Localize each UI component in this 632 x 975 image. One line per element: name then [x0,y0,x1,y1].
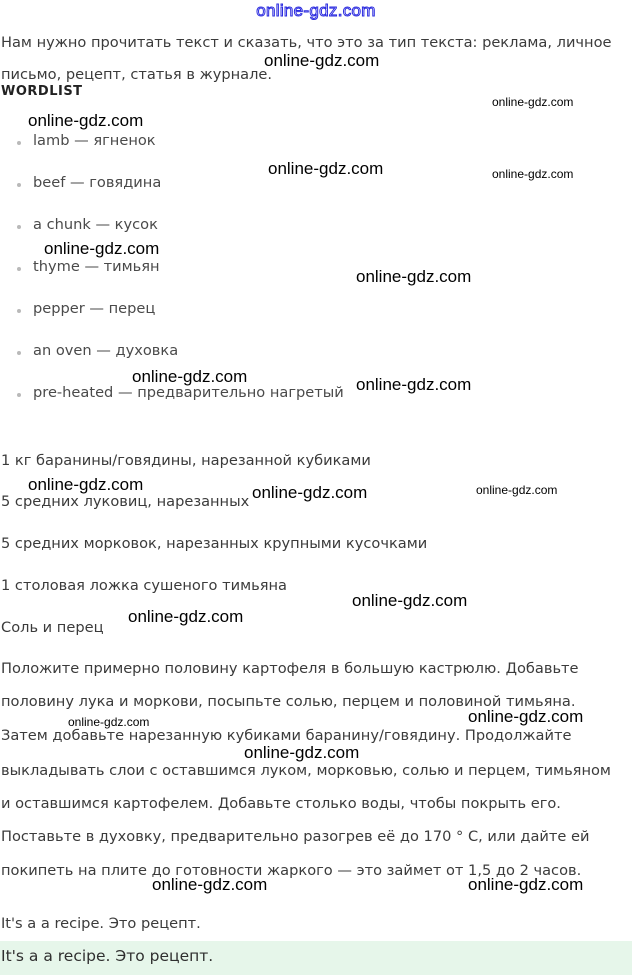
watermark: online-gdz.com [68,715,150,729]
bullet-icon [17,141,21,145]
watermark: online-gdz.com [476,483,558,497]
watermark: online-gdz.com [28,111,144,130]
instruction-line: покипеть на плите до готовности жаркого — это займет от 1,5 до 2 часов. [1,862,582,879]
wordlist-item: thyme — тимьян [33,258,160,275]
watermark: online-gdz.com [252,483,368,502]
instruction-line: выкладывать слои с оставшимся луком, морковью, солью и перцем, тимьяном [1,762,611,779]
instruction-line: половину лука и моркови, посыпьте солью, перцем и половиной тимьяна. [1,693,576,710]
bullet-icon [17,225,21,229]
watermark: online-gdz.com [28,475,144,494]
watermark: online-gdz.com [268,159,384,178]
bullet-icon [17,393,21,397]
instruction-line: Положите примерно половину картофеля в большую кастрюлю. Добавьте [1,660,579,677]
ingredient-line: 5 средних морковок, нарезанных крупными кусочками [1,535,428,552]
bullet-icon [17,183,21,187]
ingredient-line: 1 столовая ложка сушеного тимьяна [1,577,287,594]
watermark: online-gdz.com [468,875,584,894]
answer-plain: It's a a recipe. Это рецепт. [1,915,201,932]
ingredient-line: 1 кг баранины/говядины, нарезанной кубиками [1,452,371,469]
task-line-1: Нам нужно прочитать текст и сказать, что это за тип текста: реклама, личное [1,34,612,51]
watermark: online-gdz.com [356,267,472,286]
answer-highlighted: It's a a recipe. Это рецепт. [1,947,214,965]
watermark: online-gdz.com [152,875,268,894]
ingredient-line: Соль и перец [1,619,104,636]
wordlist-item: an oven — духовка [33,342,179,359]
instruction-line: Поставьте в духовку, предварительно разогрев её до 170 ° C, или дайте ей [1,828,590,845]
wordlist-item: pepper — перец [33,300,156,317]
bullet-icon [17,351,21,355]
wordlist-item: a chunk — кусок [33,216,158,233]
watermark: online-gdz.com [244,743,360,762]
watermark: online-gdz.com [128,607,244,626]
ingredient-line: 5 средних луковиц, нарезанных [1,493,250,510]
task-line-2: письмо, рецепт, статья в журнале. [1,66,273,83]
watermark: online-gdz.com [492,167,574,181]
watermark: online-gdz.com [492,95,574,109]
watermark: online-gdz.com [352,591,468,610]
wordlist-item: beef — говядина [33,174,162,191]
watermark: online-gdz.com [44,239,160,258]
wordlist-item: pre-heated — предварительно нагретый [33,384,344,401]
watermark: online-gdz.com [264,51,380,70]
cropped-text-fragment [30,420,270,428]
bullet-icon [17,309,21,313]
bullet-icon [17,267,21,271]
wordlist-item: lamb — ягненок [33,132,156,149]
watermark-header: online-gdz.com [256,1,376,20]
watermark: online-gdz.com [356,375,472,394]
instruction-line: и оставшимся картофелем. Добавьте столько воды, чтобы покрыть его. [1,795,561,812]
watermark: online-gdz.com [132,367,248,386]
watermark: online-gdz.com [468,707,584,726]
instruction-line: Затем добавьте нарезанную кубиками баранину/говядину. Продолжайте [1,727,572,744]
wordlist-heading: WORDLIST [1,84,83,96]
